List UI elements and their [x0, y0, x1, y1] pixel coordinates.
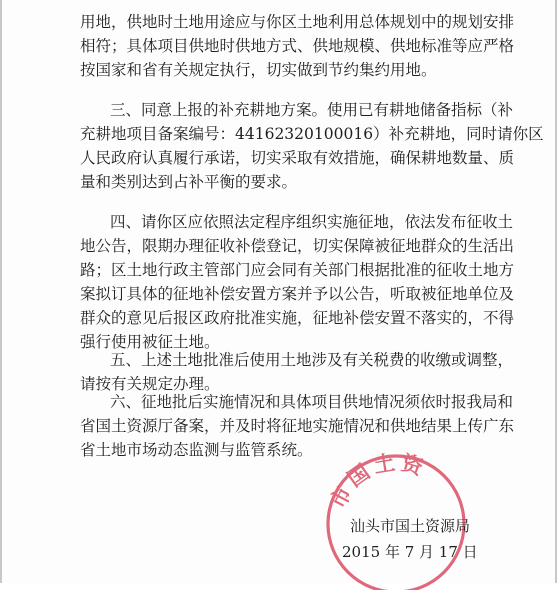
- text-line: 省国土资源厅备案，并及时将征地实施情况和供地结果上传广东: [80, 417, 515, 435]
- text-line: 六、征地批后实施情况和具体项目供地情况须依时报我局和: [110, 393, 514, 411]
- text-line: 群众的意见后报区政府批准实施，征地补偿安置不落实的，不得: [80, 309, 515, 327]
- text-line: 省土地市场动态监测与监管系统。: [80, 441, 313, 459]
- official-seal-stamp: [320, 438, 472, 590]
- text-line: 五、上述土地批准后使用土地涉及有关税费的收缴或调整，: [110, 351, 514, 369]
- text-line: 用地，供地时土地用途应与你区土地利用总体规划中的规划安排: [80, 13, 515, 31]
- text-line: 路；区土地行政主管部门应会同有关部门根据批准的征收土地方: [80, 261, 515, 279]
- seal-text: 市国土资: [324, 448, 430, 513]
- issue-date: 2015 年 7 月 17 日: [342, 543, 478, 561]
- text-line: 按国家和省有关规定执行，切实做到节约集约用地。: [80, 61, 437, 79]
- text-line: 地公告，限期办理征收补偿登记，切实保障被征地群众的生活出: [80, 237, 515, 255]
- text-line: 人民政府认真履行承诺，切实采取有效措施，确保耕地数量、质: [80, 149, 515, 167]
- text-line: 四、请你区应依照法定程序组织实施征地，依法发布征收土: [110, 213, 514, 231]
- text-line: 三、同意上报的补充耕地方案。使用已有耕地储备指标（补: [110, 101, 514, 119]
- issuer-name: 汕头市国土资源局: [350, 517, 471, 535]
- text-line: 充耕地项目备案编号：44162320100016）补充耕地，同时请你区: [80, 125, 544, 143]
- text-line: 相符；具体项目供地时供地方式、供地规模、供地标准等应严格: [80, 37, 515, 55]
- text-line: 案拟订具体的征地补偿安置方案并予以公告，听取被征地单位及: [80, 285, 515, 303]
- text-line: 量和类别达到占补平衡的要求。: [80, 173, 298, 191]
- text-line: 请按有关规定办理。: [80, 375, 220, 393]
- text-line: 强行使用被征土地。: [80, 333, 220, 351]
